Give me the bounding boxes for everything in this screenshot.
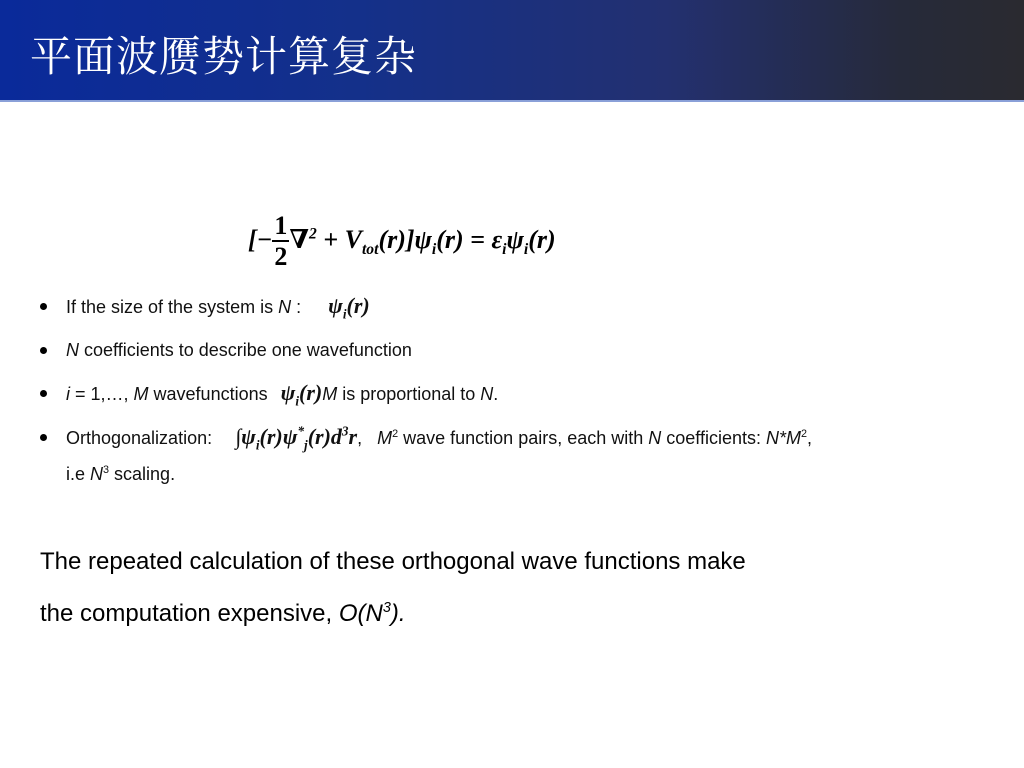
eq-frac-den: 2 <box>274 242 288 271</box>
bullet-dot-icon <box>40 390 47 397</box>
eq-frac-num: 1 <box>274 211 288 240</box>
bullet-item-system-size <box>40 292 1000 321</box>
b4-math-sub2: j <box>304 437 308 453</box>
bullet-item-scaling <box>40 460 1000 488</box>
eq-open: [− <box>248 224 273 254</box>
b4-m: M <box>377 428 393 448</box>
eq-nabla-sup: 2 <box>309 225 317 243</box>
summary-big-o-sup: 3 <box>382 600 391 616</box>
b4-n: N <box>648 428 662 448</box>
b4-text4: , <box>807 428 813 448</box>
b4-math-sup2: * <box>297 423 305 439</box>
eq-nabla: ∇ <box>289 224 309 254</box>
b4-math-mid: (r)ψ <box>259 424 298 449</box>
b3-text2: wavefunctions <box>148 384 268 404</box>
b4-line2-n: N <box>90 464 104 484</box>
b4-line2-a: i.e <box>66 464 91 484</box>
b3-i: i <box>66 384 70 404</box>
bullet-item-wavefunctions <box>40 379 1000 408</box>
b4-math-integral <box>235 423 358 453</box>
b1-math <box>328 293 370 322</box>
b2-text: coefficients to describe one wavefunction <box>79 340 412 360</box>
b1-text: If the size of the system is <box>66 297 279 317</box>
b4-text2: wave function pairs, each with <box>398 428 649 448</box>
b1-colon: : <box>291 297 302 317</box>
eq-psi-sub: i <box>431 241 437 259</box>
summary-text <box>40 536 746 640</box>
bullet-item-coefficients <box>40 336 1000 364</box>
eq-end: (r) <box>528 224 556 254</box>
schrodinger-equation <box>248 212 556 272</box>
eq-psi2-sub: i <box>523 241 529 259</box>
b3-math-psi: ψ <box>280 380 296 405</box>
b4-text3: coefficients: <box>661 428 766 448</box>
eq-rhs2: ψ <box>506 224 524 254</box>
b1-n: N <box>278 297 292 317</box>
eq-fraction <box>272 212 289 272</box>
b3-math-end: (r) <box>299 380 323 405</box>
b3-math-sub: i <box>295 393 299 409</box>
b4-math-sub1: i <box>255 437 260 453</box>
b4-nm: N*M <box>766 428 801 448</box>
eq-rest: (r)]ψ <box>378 224 432 254</box>
bullet-list <box>40 292 1000 503</box>
eq-rhs: (r) = ε <box>436 224 503 254</box>
bullet-dot-icon <box>40 347 47 354</box>
b4-math-sup3: 3 <box>341 423 349 439</box>
slide-title: 平面波赝势计算复杂 <box>30 32 418 81</box>
b4-m-sup: 2 <box>392 428 399 440</box>
b4-math-start: ∫ψ <box>235 424 256 449</box>
b3-m2: M <box>322 384 338 404</box>
b2-n: N <box>66 340 79 360</box>
b4-nm-sup: 2 <box>801 428 808 440</box>
bullet-dot-icon <box>40 434 47 441</box>
b3-math <box>280 380 323 409</box>
title-bar <box>0 0 1024 102</box>
b4-text: Orthogonalization: <box>66 428 213 448</box>
b4-comma: , <box>357 428 363 448</box>
summary-line-2 <box>40 588 746 640</box>
b1-math-end: (r) <box>346 293 370 318</box>
summary-line-2-a: the computation expensive, <box>40 600 339 627</box>
bullet-item-orthogonalization <box>40 423 1000 452</box>
b3-text1: = 1,…, <box>70 384 134 404</box>
summary-line-1: The repeated calculation of these orthogonal wave functions make <box>40 548 746 575</box>
eq-eps-sub: i <box>502 241 507 259</box>
b1-math-psi: ψ <box>328 293 343 318</box>
summary-big-o: O(N <box>338 600 383 627</box>
b3-text3: is proportional to <box>337 384 481 404</box>
b3-n: N <box>480 384 494 404</box>
eq-v-sub: tot <box>361 241 379 259</box>
b4-line2-b: scaling. <box>109 464 176 484</box>
eq-plus-v: + V <box>316 224 362 254</box>
b3-m: M <box>133 384 149 404</box>
b3-dot: . <box>493 384 499 404</box>
bullet-dot-icon <box>40 303 47 310</box>
b4-line2-sup: 3 <box>103 464 110 476</box>
summary-big-o-end: ). <box>390 600 406 627</box>
b4-math-r: r <box>348 424 358 449</box>
b1-math-sub: i <box>342 306 347 322</box>
b4-math-end: (r)d <box>307 424 342 449</box>
